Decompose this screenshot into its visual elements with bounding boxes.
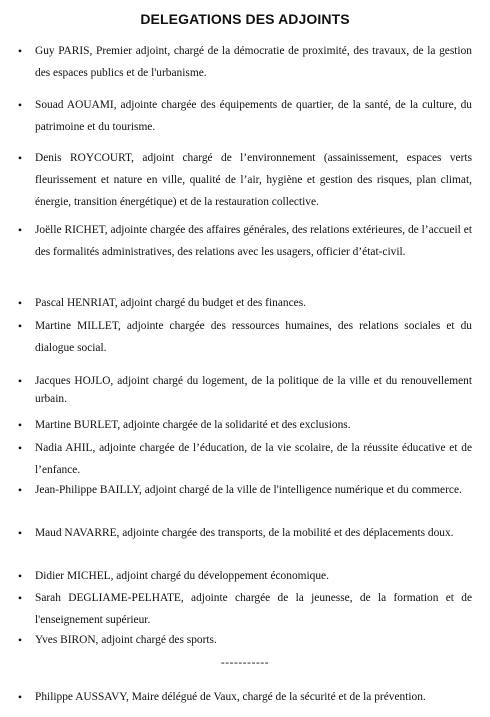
bullet-icon: •: [17, 418, 23, 432]
section-separator: -----------: [220, 657, 270, 669]
bullet-icon: •: [17, 690, 23, 704]
bullet-icon: •: [17, 526, 23, 540]
delegation-text: Didier MICHEL, adjoint chargé du développement économique.: [35, 570, 329, 582]
bullet-icon: •: [17, 98, 23, 112]
bullet-icon: •: [17, 44, 23, 58]
delegation-text: Denis ROYCOURT, adjoint chargé de l’environnement (assainissement, espaces verts fleurissement et nature en ville, qualité de l’air, hygiène et gestion des risques, plan climat, énergie, transition énergétique) et de la restauration collective.: [35, 152, 472, 208]
bullet-icon: •: [17, 296, 23, 310]
delegation-item-millet: [17, 315, 472, 359]
delegation-item-henriat: [17, 292, 472, 314]
bullet-icon: •: [17, 633, 23, 647]
bullet-icon: •: [17, 319, 23, 333]
delegation-text: Nadia AHIL, adjointe chargée de l’éducation, de la vie scolaire, de la réussite éducative et de l’enfance.: [35, 442, 472, 476]
delegation-item-degliame-pelhate: [17, 587, 472, 631]
bullet-icon: •: [17, 374, 23, 388]
delegation-item-michel: [17, 565, 472, 587]
bullet-icon: •: [17, 483, 23, 497]
delegation-text: Yves BIRON, adjoint chargé des sports.: [35, 634, 217, 646]
bullet-icon: •: [17, 223, 23, 237]
delegation-item-aussavy: [17, 686, 472, 708]
delegation-text: Philippe AUSSAVY, Maire délégué de Vaux, chargé de la sécurité et de la prévention.: [35, 691, 426, 703]
delegation-item-hojlo: [17, 372, 472, 408]
delegation-text: Souad AOUAMI, adjointe chargée des équipements de quartier, de la santé, de la culture, du patrimoine et du tourisme.: [35, 99, 472, 133]
delegation-text: Joëlle RICHET, adjointe chargée des affaires générales, des relations extérieures, de l’accueil et des formalités administratives, des relations avec les usagers, officier d’état-civil.: [35, 224, 472, 258]
delegation-item-ahil: [17, 437, 472, 481]
bullet-icon: •: [17, 441, 23, 455]
bullet-icon: •: [17, 151, 23, 165]
delegation-item-richet: [17, 219, 472, 263]
bullet-icon: •: [17, 569, 23, 583]
delegation-item-biron: [17, 629, 472, 651]
document-title: DELEGATIONS DES ADJOINTS: [140, 11, 350, 27]
delegation-text: Martine MILLET, adjointe chargée des ressources humaines, des relations sociales et du dialogue social.: [35, 320, 472, 354]
delegation-item-aouami: [17, 94, 472, 138]
delegation-item-navarre: [17, 522, 472, 544]
delegation-item-bailly: [17, 479, 472, 501]
delegation-text: Pascal HENRIAT, adjoint chargé du budget et des finances.: [35, 297, 306, 309]
delegation-text: Jean-Philippe BAILLY, adjoint chargé de la ville de l'intelligence numérique et du commerce.: [35, 484, 462, 496]
delegation-text: Maud NAVARRE, adjointe chargée des transports, de la mobilité et des déplacements doux.: [35, 527, 454, 539]
delegation-item-roycourt: [17, 147, 472, 213]
bullet-icon: •: [17, 591, 23, 605]
delegation-text: Sarah DEGLIAME-PELHATE, adjointe chargée de la jeunesse, de la formation et de l'enseignement supérieur.: [35, 592, 472, 626]
delegation-item-burlet: [17, 414, 472, 436]
delegation-text: Jacques HOJLO, adjoint chargé du logement, de la politique de la ville et du renouvellement urbain.: [35, 375, 472, 405]
delegation-item-paris: [17, 40, 472, 84]
delegation-text: Martine BURLET, adjointe chargée de la solidarité et des exclusions.: [35, 419, 351, 431]
delegation-text: Guy PARIS, Premier adjoint, chargé de la démocratie de proximité, des travaux, de la gestion des espaces publics et de l'urbanisme.: [35, 45, 472, 79]
